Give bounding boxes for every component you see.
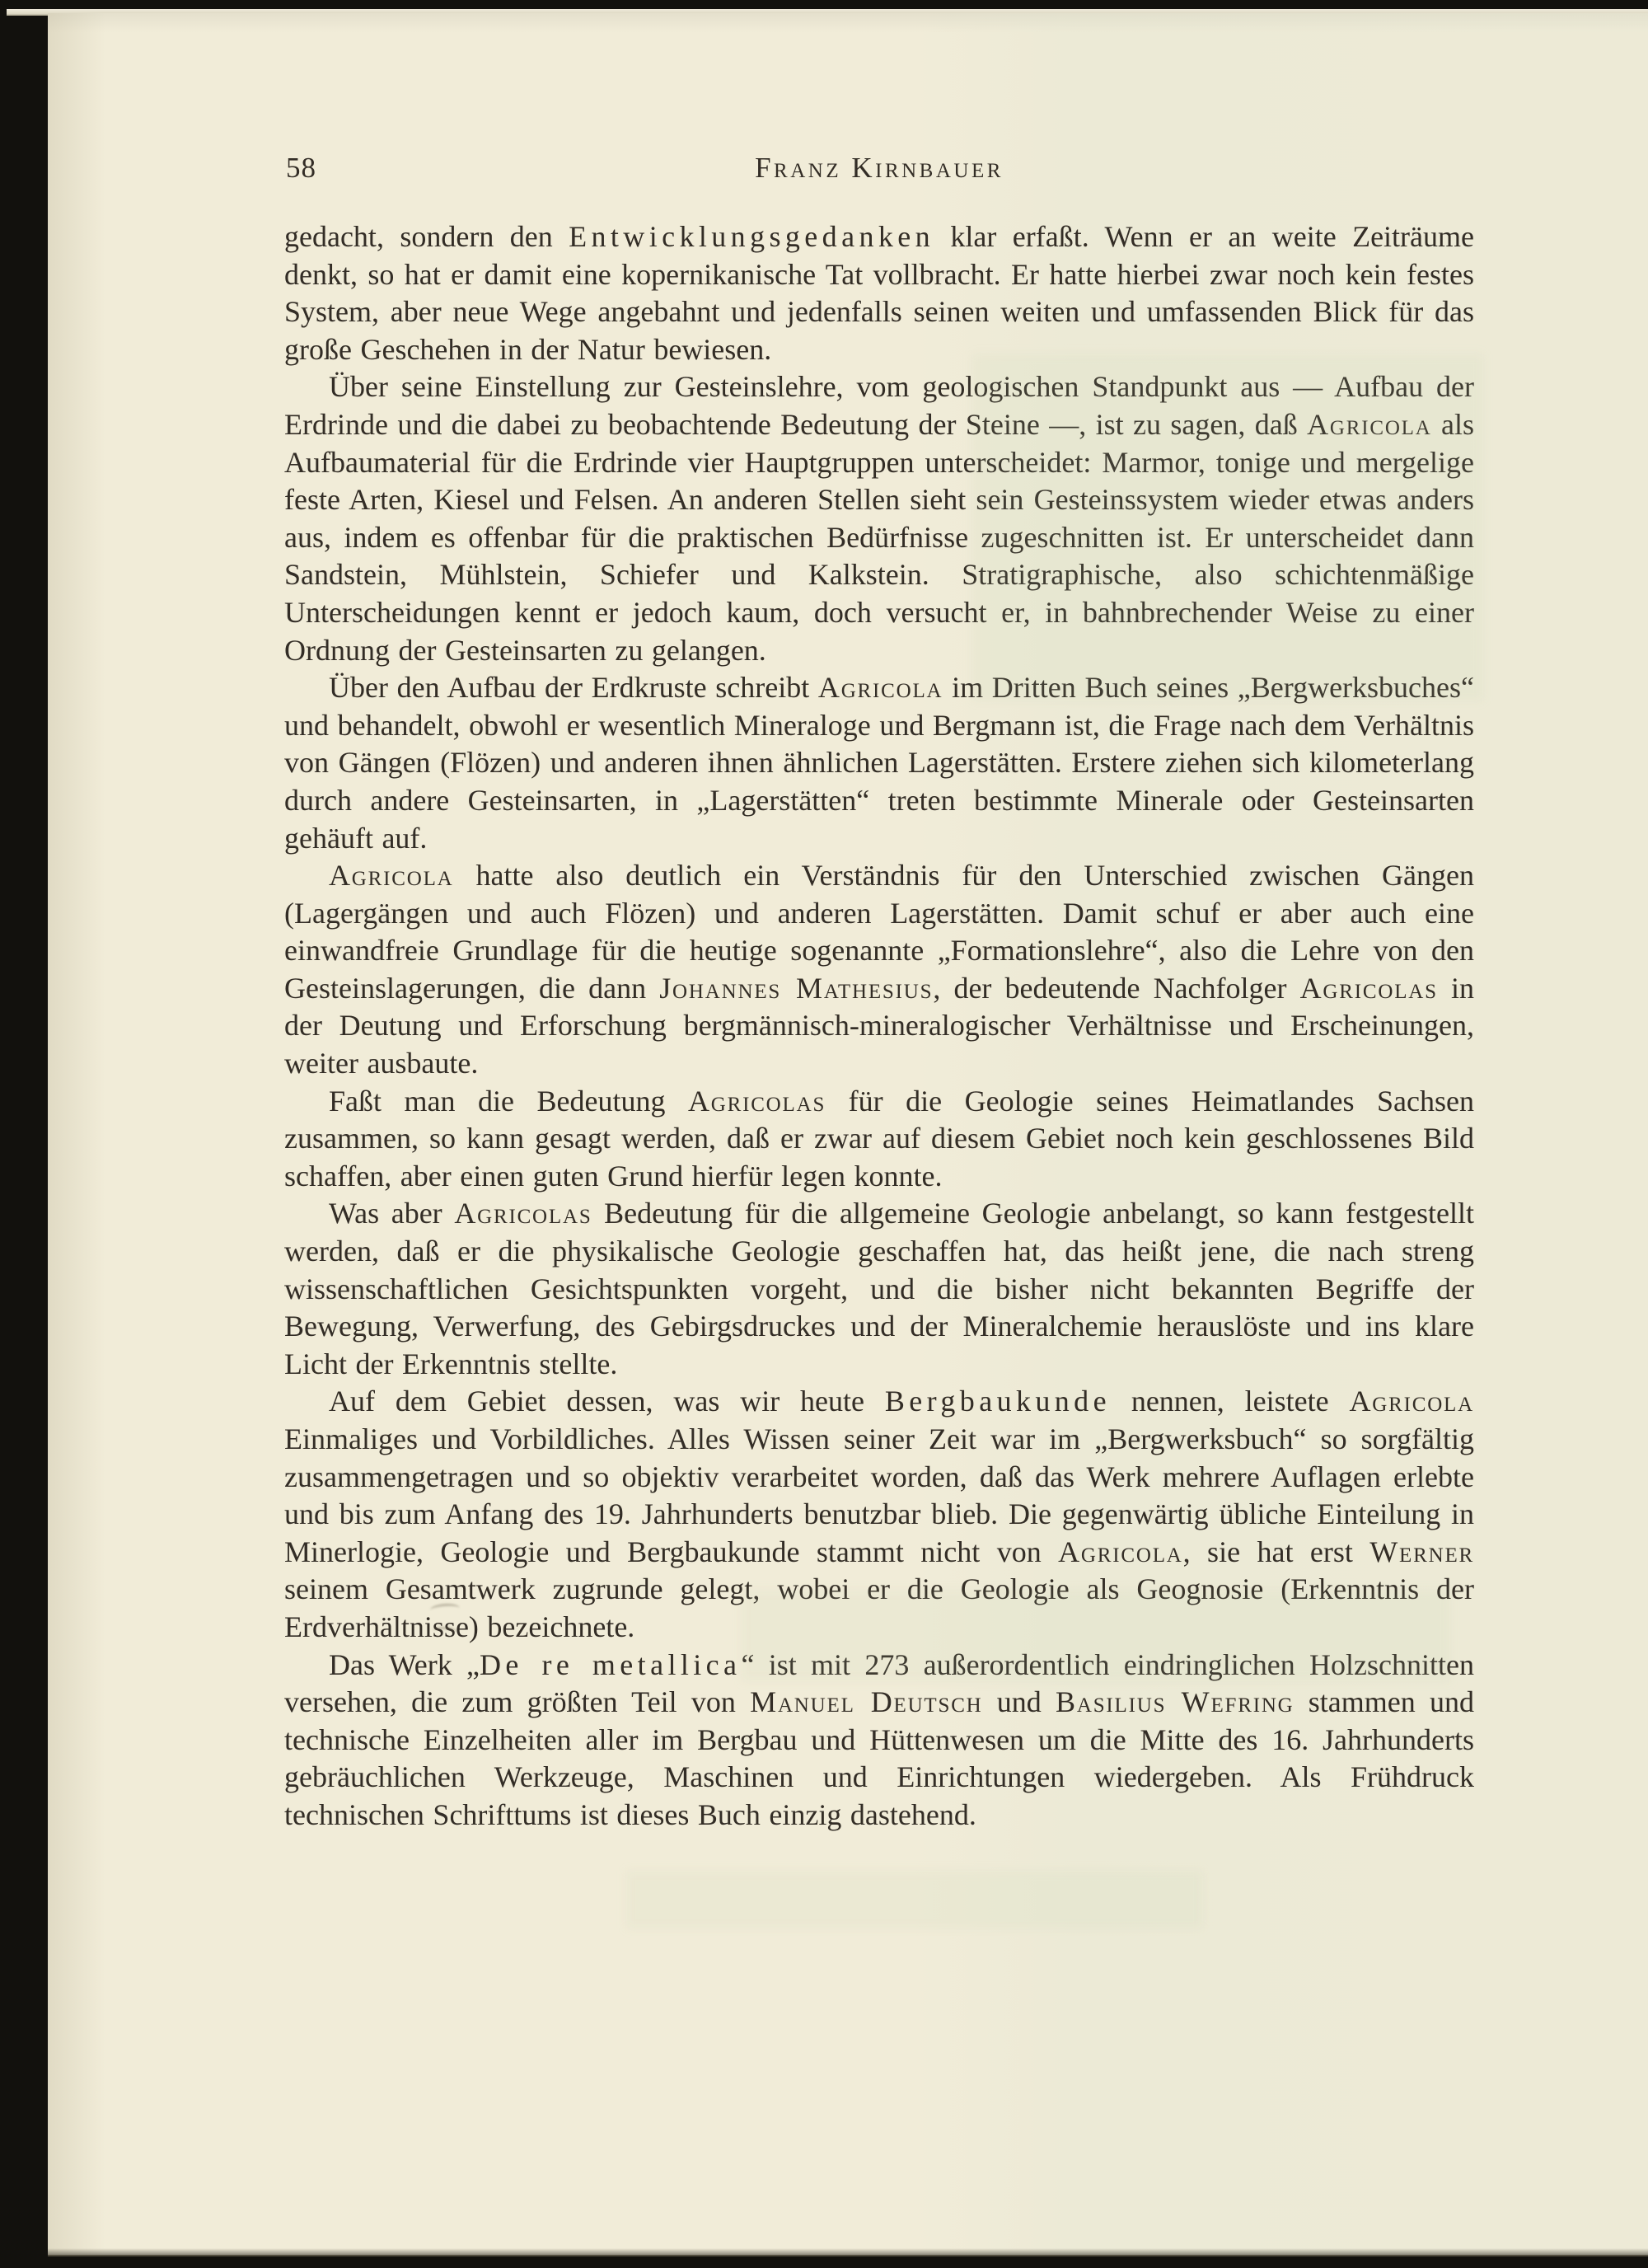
- text-run: Bedeutung für die allgemeine Geologie anbelangt, so kann festgestellt werden, daß er die physikalische Geologie geschaffen hat, das heißt jene, die nach streng wissenschaftlichen Gesichtspunkten vorgeht, und die bisher nicht bekannten Begriffe der Bewegung, Verwerfung, des Gebirgsdruckes und der Mineralchemie herauslöste und ins klare Licht der Erkenntnis stellte.: [284, 1197, 1474, 1380]
- text-run: Über den Aufbau der Erdkruste schreibt: [329, 671, 818, 705]
- text-run: nennen, leistete: [1110, 1385, 1350, 1418]
- person-name: Agricolas: [1299, 971, 1438, 1005]
- person-name: Basilius Wefring: [1056, 1685, 1295, 1719]
- paragraph: [284, 1083, 1474, 1196]
- text-run: seinem Gesamtwerk zugrunde gelegt, wobei er die Geologie als Geognosie (Erkenntnis der Erdverhältnisse) bezeichnete.: [284, 1572, 1474, 1643]
- paragraph: [284, 218, 1474, 368]
- text-run: Über seine Einstellung zur Gesteinslehre, vom geologischen Standpunkt aus — Aufbau der Erdrinde und die dabei zu beobachtende Bedeutung der Steine —, ist zu sagen, daß: [284, 370, 1474, 441]
- person-name: Agricola: [1307, 407, 1432, 441]
- page-stack-left-edge: [5, 13, 48, 2255]
- person-name: Agricola: [1349, 1385, 1474, 1418]
- paragraph: [284, 1195, 1474, 1383]
- text-run: in der Deutung und Erforschung bergmännisch-mineralogischer Verhältnisse und Erscheinungen, weiter ausbaute.: [284, 971, 1474, 1080]
- person-name: Agricola: [817, 671, 943, 705]
- person-name: Johannes Mathesius: [659, 971, 934, 1005]
- text-run: , sie hat erst: [1182, 1535, 1370, 1568]
- person-name: Werner: [1369, 1535, 1475, 1568]
- text-run: als Aufbaumaterial für die Erdrinde vier Hauptgruppen unterscheidet: Marmor, tonige und mergelige feste Arten, Kiesel und Felsen. An anderen Stellen sieht sein Gesteinssystem wieder etwas anders aus, indem es offenbar für die praktischen Bedürfnisse zugeschnitten ist. Er unterscheidet dann Sandstein, Mühlstein, Schiefer und Kalkstein. Stratigraphische, also schichtenmäßige Unterscheidungen kennt er jedoch kaum, doch versucht er, in bahnbrechender Weise zu einer Ordnung der Gesteinsarten zu gelangen.: [284, 407, 1474, 667]
- scan-artifact: [626, 1871, 1203, 1928]
- person-name: Agricolas: [687, 1084, 826, 1118]
- text-run: Faßt man die Bedeutung: [329, 1084, 688, 1118]
- text-run: hatte also deutlich ein Verständnis für den Unterschied zwischen Gängen (Lagergängen und auch Flözen) und anderen Lagerstätten. Damit schuf er aber auch eine einwandfreie Grundlage für die heutige sogenannte „Formationslehre“, also die Lehre von den Gesteinslagerungen, die dann: [284, 859, 1474, 1005]
- text-run: Einmaliges und Vorbildliches. Alles Wissen seiner Zeit war im „Bergwerksbuch“ so sorgfältig zusammengetragen und so objektiv verarbeitet worden, daß das Werk mehrere Auflagen erlebte und bis zum Anfang des 19. Jahrhunderts benutzbar blieb. Die gegenwärtig übliche Einteilung in Minerlogie, Geologie und Bergbaukunde stammt nicht von: [284, 1422, 1474, 1568]
- page-number: 58: [286, 152, 316, 184]
- text-run: stammen und technische Einzelheiten aller im Bergbau und Hüttenwesen um die Mitte des 16. Jahrhunderts gebräuchlichen Werkzeuge, Maschinen und Einrichtungen wiedergeben. Als Frühdruck technischen Schrifttums ist dieses Buch einzig dastehend.: [284, 1685, 1475, 1831]
- text-run: Was aber: [329, 1197, 455, 1230]
- person-name: Manuel Deutsch: [750, 1685, 983, 1719]
- text-run: Das Werk „: [329, 1647, 480, 1681]
- text-run: “ ist mit 273 außerordentlich eindringlichen Holzschnitten versehen, die zum größten Teil von: [284, 1647, 1474, 1719]
- emphasized-term: De re metallica: [479, 1647, 742, 1681]
- emphasized-term: Entwicklungsgedanken: [569, 220, 935, 253]
- text-run: klar erfaßt. Wenn er an weite Zeiträume denkt, so hat er damit eine kopernikanische Tat vollbracht. Er hatte hierbei zwar noch kein festes System, aber neue Wege angebahnt und jedenfalls seinen weiten und umfassenden Blick für das große Geschehen in der Natur bewiesen.: [284, 220, 1474, 366]
- person-name: Agricola: [1058, 1535, 1183, 1568]
- emphasized-term: Bergbaukunde: [884, 1385, 1111, 1418]
- scan-artifact: [972, 354, 1483, 701]
- text-run: , der bedeutende Nachfolger: [933, 971, 1300, 1005]
- text-run: im Dritten Buch seines „Bergwerksbuches“ und behandelt, obwohl er wesentlich Mineraloge und Bergmann ist, die Frage nach dem Verhältnis von Gängen (Flözen) und anderen ihnen ähnlichen Lagerstätten. Erstere ziehen sich kilometerlang durch andere Gesteinsarten, in „Lagerstätten“ treten bestimmte Minerale oder Gesteinsarten gehäuft auf.: [284, 671, 1475, 855]
- text-run: und: [982, 1685, 1056, 1719]
- text-run: gedacht, sondern den: [284, 220, 569, 253]
- text-run: für die Geologie seines Heimatlandes Sachsen zusammen, so kann gesagt werden, daß er zwar auf diesem Gebiet noch kein geschlossenes Bild schaffen, aber einen guten Grund hierfür legen konnte.: [284, 1084, 1474, 1193]
- paragraph: [284, 857, 1474, 1083]
- page-header: [284, 152, 1474, 191]
- person-name: Agricola: [329, 859, 454, 893]
- scan-artifact: [742, 1591, 1450, 1681]
- running-header: Franz Kirnbauer: [755, 152, 1004, 184]
- person-name: Agricolas: [454, 1197, 592, 1230]
- text-run: Auf dem Gebiet dessen, was wir heute: [329, 1385, 885, 1418]
